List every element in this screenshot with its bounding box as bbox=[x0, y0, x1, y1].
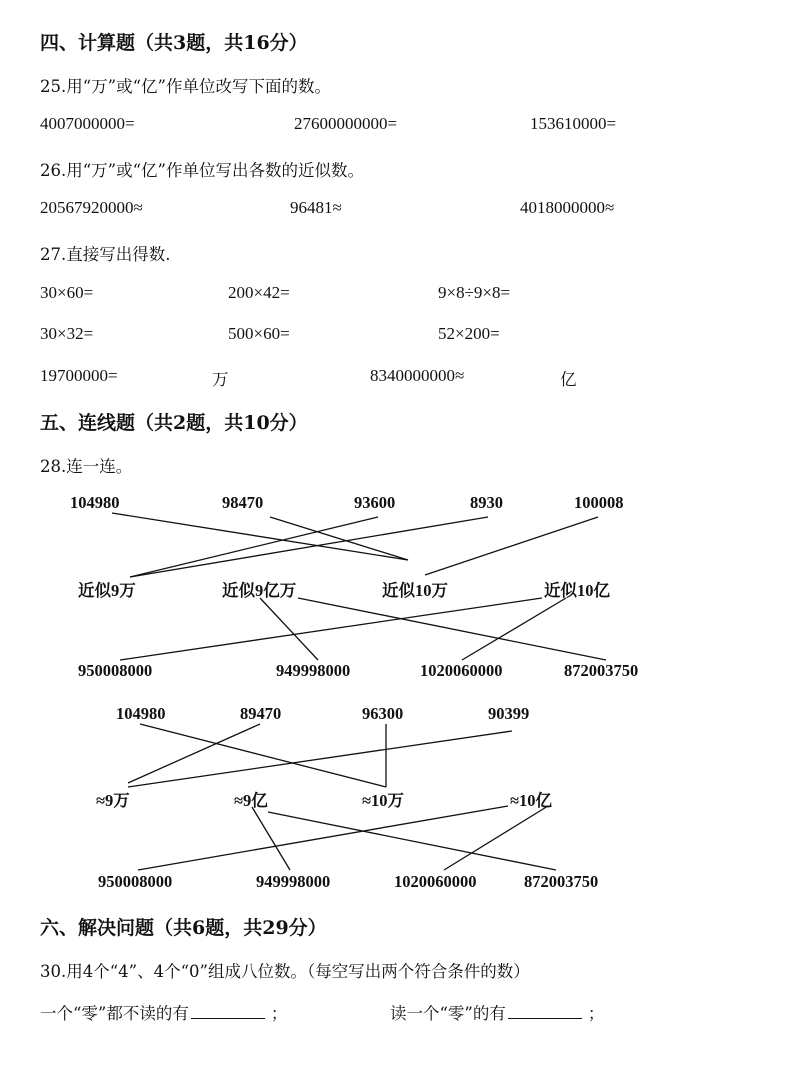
g2-line-10yi-b bbox=[444, 806, 548, 870]
q30-part-2-text: 读一个“零”的有 bbox=[390, 1004, 506, 1023]
g1-mid-3: 近似10万 bbox=[382, 581, 448, 600]
q25-item-1: 4007000000= bbox=[40, 114, 135, 133]
question-26-stem: 26.用“万”或“亿”作单位写出各数的近似数。 bbox=[40, 161, 364, 180]
section-4-title: 四、计算题（共3题，共16分） bbox=[40, 32, 308, 54]
g1-mid-1: 近似9万 bbox=[78, 581, 136, 600]
q30-part-1-end: ； bbox=[270, 1004, 288, 1023]
g2-bottom-1: 950008000 bbox=[98, 872, 173, 891]
q25-item-2: 27600000000= bbox=[294, 114, 398, 133]
g2-line-9yi bbox=[252, 807, 290, 870]
g1-top-1: 104980 bbox=[70, 493, 120, 512]
g1-top-4: 8930 bbox=[470, 493, 503, 512]
q30-part-1-text: 一个“零”都不读的有 bbox=[40, 1004, 189, 1023]
g1-line-93600 bbox=[130, 517, 378, 577]
g1-top-3: 93600 bbox=[354, 493, 396, 512]
g1-line-9yiwan bbox=[260, 598, 318, 660]
q30-part-2 bbox=[390, 1000, 604, 1024]
g1-bottom-1: 950008000 bbox=[78, 661, 153, 680]
q27-r1-c2: 200×42= bbox=[228, 283, 290, 302]
q27-r2-c1: 30×32= bbox=[40, 324, 94, 343]
section-6-title: 六、解决问题（共6题，共29分） bbox=[40, 917, 327, 939]
q30-part-2-end: ； bbox=[587, 1004, 605, 1023]
g2-line-9yi-b bbox=[268, 812, 556, 870]
g2-mid-3: ≈10万 bbox=[362, 791, 405, 810]
question-28-stem: 28.连一连。 bbox=[40, 457, 133, 476]
g2-top-4: 90399 bbox=[488, 704, 530, 723]
g1-top-5: 100008 bbox=[574, 493, 624, 512]
g1-line-100008 bbox=[425, 517, 598, 575]
g2-top-2: 89470 bbox=[240, 704, 282, 723]
g2-mid-4: ≈10亿 bbox=[510, 791, 553, 810]
g2-mid-2: ≈9亿 bbox=[234, 791, 268, 810]
g2-bottom-3: 1020060000 bbox=[394, 872, 477, 891]
g1-line-9yiwan-b bbox=[298, 598, 606, 660]
q26-item-2: 96481≈ bbox=[290, 198, 342, 217]
g2-mid-1: ≈9万 bbox=[96, 791, 130, 810]
q27-r2-c3: 52×200= bbox=[438, 324, 500, 343]
q26-item-1: 20567920000≈ bbox=[40, 198, 143, 217]
question-30-stem: 30.用4个“4”、4个“0”组成八位数。（每空写出两个符合条件的数） bbox=[40, 962, 530, 981]
g1-mid-4: 近似10亿 bbox=[544, 581, 610, 600]
question-27-stem: 27.直接写出得数. bbox=[40, 245, 171, 264]
q30-answer-blank-1[interactable] bbox=[191, 1002, 265, 1019]
q27-r3-unit-wan: 万 bbox=[212, 370, 229, 389]
q26-item-3: 4018000000≈ bbox=[520, 198, 615, 217]
g2-top-1: 104980 bbox=[116, 704, 166, 723]
q27-r1-c3: 9×8÷9×8= bbox=[438, 283, 511, 302]
q27-r3-unit-yi: 亿 bbox=[560, 370, 577, 389]
g1-top-2: 98470 bbox=[222, 493, 264, 512]
g1-mid-2: 近似9亿万 bbox=[222, 581, 297, 600]
g2-top-3: 96300 bbox=[362, 704, 404, 723]
g2-line-10yi bbox=[138, 806, 508, 870]
g1-bottom-3: 1020060000 bbox=[420, 661, 503, 680]
q25-item-3: 153610000= bbox=[530, 114, 617, 133]
g2-bottom-2: 949998000 bbox=[256, 872, 331, 891]
q30-answer-blank-2[interactable] bbox=[508, 1002, 582, 1019]
g2-line-90399 bbox=[128, 731, 512, 787]
g2-bottom-4: 872003750 bbox=[524, 872, 599, 891]
g2-line-104980 bbox=[140, 724, 386, 787]
g1-line-8930 bbox=[130, 517, 488, 577]
q30-part-1 bbox=[40, 1000, 287, 1024]
q27-r2-c2: 500×60= bbox=[228, 324, 290, 343]
g1-bottom-4: 872003750 bbox=[564, 661, 639, 680]
q27-r1-c1: 30×60= bbox=[40, 283, 94, 302]
g1-bottom-2: 949998000 bbox=[276, 661, 351, 680]
q27-r3-c1: 19700000= bbox=[40, 366, 118, 385]
g2-line-89470 bbox=[128, 724, 260, 783]
section-5-title: 五、连线题（共2题，共10分） bbox=[40, 412, 308, 434]
question-25-stem: 25.用“万”或“亿”作单位改写下面的数。 bbox=[40, 77, 331, 96]
q27-r3-c2: 8340000000≈ bbox=[370, 366, 465, 385]
